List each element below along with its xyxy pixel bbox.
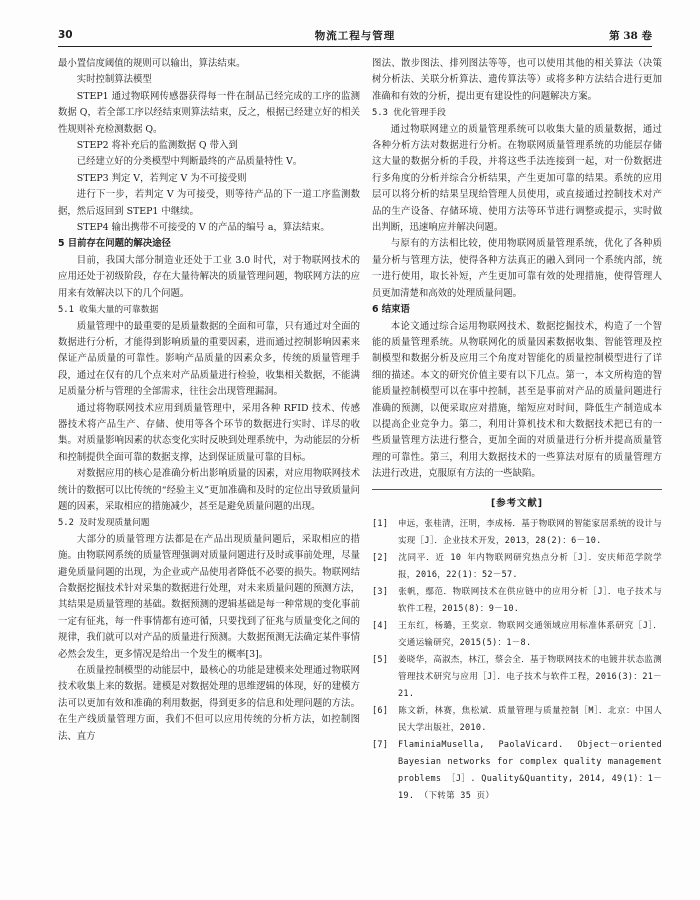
page-header xyxy=(58,26,652,47)
paragraph: 最小置信度阈值的规则可以输出，算法结束。 xyxy=(58,58,246,69)
algorithm-step: STEP4 输出携带不可接受的 V 的产品的编号 a，算法结束。 xyxy=(76,222,330,234)
reference-text: 申远，张桂清，汪明，李成杨．基于物联网的智能家居系统的设计与实现［J］．企业技术开发，2013，28(2)：6－10. xyxy=(398,518,663,546)
reference-number: [3] xyxy=(372,586,389,597)
reference-text: FlaminiaMusella, PaolaVicard. Object－oriented Bayesian networks for complex quality management problems ［J］. Quality&Quantity, 2014, 49(1)：1－19. （下转第 35 页） xyxy=(398,739,662,801)
algorithm-step: 已经建立好的分类模型中判断最终的产品质量特性 V。 xyxy=(76,156,303,168)
reference-item xyxy=(372,652,662,703)
paragraph: 通过将物联网技术应用到质量管理中，采用各种 RFID 技术、传感器技术将产品生产、存储、使用等各个环节的数据进行实时、详尽的收集。对质量影响因素的状态变化实时反映到处理系统中，为动能层的分析和控制提供全面可靠的数据支撑，达到保证质量可靠的目标。 xyxy=(58,402,360,463)
reference-text: 张帆，鄢范．物联网技术在供应链中的应用分析［J］．电子技术与软件工程，2015(8)：9－10. xyxy=(398,586,662,614)
section-heading: 6 结束语 xyxy=(372,304,410,316)
paragraph: 大部分的质量管理方法都是在产品出现质量问题后，采取相应的措施。由物联网系统的质量管理强调对质量问题进行及时或事前处理，尽量避免质量问题的出现，为企业或产品使用者降低不必要的损失。物联网结合数据挖掘技术针对采集的数据进行处理，对未来质量问题的预测方法，其结果是质量管理的基础。数据预测的逻辑基础是每一种常规的变化事前一定有征兆，每一件事情都有迹可循，只要找到了征兆与质量变化之间的规律，我们就可以对产品的质量进行预测。大数据预测无法确定某件事情必然会发生，更多情况是给出一个发生的概率[3]。 xyxy=(58,533,360,660)
reference-text: 姜晓华，高淑杰，林江，蔡会全．基于物联网技术的电镀井状态监测管理技术研究与应用［J］．电子技术与软件工程，2016(3)：21－21. xyxy=(398,654,663,699)
section-heading: 5 目前存在问题的解决途径 xyxy=(58,238,171,250)
reference-number: [6] xyxy=(372,705,389,716)
algorithm-step: STEP2 将补充后的监测数据 Q 带入到 xyxy=(76,140,238,152)
reference-item xyxy=(372,584,662,618)
paragraph: 图法、散步图法、排列图法等等，也可以使用其他的相关算法（决策树分析法、关联分析算法、遗传算法等）或将多种方法结合进行更加准确和有效的分析，提出更有建设性的问题解决方案。 xyxy=(372,58,662,102)
algorithm-step: 进行下一步，若判定 V 为可接受，则等待产品的下一道工序监测数据，然后返回到 STEP1 中继续。 xyxy=(58,189,360,217)
paragraph: 质量管理中的最重要的是质量数据的全面和可靠，只有通过对全面的数据进行分析，才能得到影响质量的重要因素，进而通过控制影响因素来保证产品质量的可靠性。影响产品质量的因素众多，传统的质量管理手段，通过在仅有的几个点来对产品质量进行检验，收集相关数据，不能满足质量分析与管理的全部需求，往往会出现管理漏洞。 xyxy=(58,320,360,398)
right-column xyxy=(372,56,662,805)
reference-number: [1] xyxy=(372,518,389,529)
algorithm-step: STEP1 通过物联网传感器获得每一件在制品已经完成的工序的监测数据 Q，若全部工序以经结束则算法结束，反之，根据已经建立好的相关性规则补充检测数据 Q。 xyxy=(58,90,360,135)
volume-label: 第 38 卷 xyxy=(609,30,652,42)
page-number: 30 xyxy=(58,29,73,41)
references-heading: [参考文献] xyxy=(372,489,662,512)
reference-list xyxy=(372,516,662,805)
reference-text: 王东红，杨璐，王奖京．物联网交通领域应用标准体系研究［J］．交通运输研究，2015(5)：1－8. xyxy=(398,620,662,648)
algorithm-title: 实时控制算法模型 xyxy=(76,74,152,86)
reference-item xyxy=(372,618,662,652)
subsection-heading: 5.3 优化管理手段 xyxy=(372,108,446,119)
reference-item xyxy=(372,550,662,584)
reference-number: [4] xyxy=(372,620,389,631)
reference-item xyxy=(372,737,662,805)
paragraph: 本论文通过综合运用物联网技术、数据挖掘技术，构造了一个智能的质量管理系统。从物联网化的质量因素数据收集、智能管理及控制模型和数据分析及应用三个角度对智能化的质量控制模型进行了详细的描述。本文的研究价值主要有以下几点。第一，本文所构造的智能质量控制模型可以在事中控制，甚至是事前对产品的质量问题进行准确的预测，以便采取应对措施，缩短应对时间，降低生产制造成本以提高企业竞争力。第二，利用计算机技术和大数据技术把已有的一些质量管理方法进行整合，更加全面的对质量进行分析并提高质量管理的可靠性。第三，利用大数据技术的一些算法对原有的质量管理方法进行改进，克服原有方法的一些缺陷。 xyxy=(372,320,662,480)
subsection-heading: 5.2 及时发现质量问题 xyxy=(58,518,150,529)
reference-number: [2] xyxy=(372,552,389,563)
paragraph: 对数据应用的核心是准确分析出影响质量的因素，对应用物联网技术统计的数据可以比传统的“经验主义”更加准确和及时的定位出导致质量问题的因素，采取相应的措施减少，甚至是避免质量问题的出现。 xyxy=(58,468,360,512)
paragraph: 目前，我国大部分制造业还处于工业 3.0 时代，对于物联网技术的应用还处于初级阶段，存在大量待解决的质量管理问题，物联网方法的应用来有效解决以下的几个问题。 xyxy=(58,254,360,299)
paragraph: 通过物联网建立的质量管理系统可以收集大量的质量数据，通过各种分析方法对数据进行分析。在物联网质量管理系统的功能层存储这大量的数据分析的手段，并将这些手法连接到一起，对一份数据进行多角度的分析并综合分析结果，产生更加可靠的结果。系统的应用层可以将分析的结果呈现给管理人员使用，或直接通过控制技术对产品的生产设备、存储环境、使用方法等环节进行调整或提示，实时做出判断，迅速响应并解决问题。 xyxy=(372,123,662,234)
reference-text: 沈同平．近 10 年内物联网研究热点分析［J］．安庆师范学院学报，2016，22(1)：52－57. xyxy=(398,552,662,580)
journal-title: 物流工程与管理 xyxy=(314,30,396,42)
left-column xyxy=(58,56,360,745)
reference-text: 陈文新，林赛，焦松斌．质量管理与质量控制［M］．北京：中国人民大学出版社，2010. xyxy=(398,705,662,733)
algorithm-step: STEP3 判定 V，若判定 V 为不可接受则 xyxy=(76,172,247,184)
subsection-heading: 5.1 收集大量的可靠数据 xyxy=(58,305,159,316)
paragraph: 与原有的方法相比较，使用物联网质量管理系统，优化了各种质量分析与管理方法，使得各种方法真正的融入到同一个系统内部，统一进行使用，取长补短，产生更加可靠有效的处理措施，使得管理人员更加清楚和高效的处理质量问题。 xyxy=(372,238,662,299)
reference-item xyxy=(372,516,662,550)
reference-number: [7] xyxy=(372,739,389,750)
reference-item xyxy=(372,703,662,737)
reference-number: [5] xyxy=(372,654,389,665)
paragraph: 在质量控制模型的动能层中，最核心的功能是建模来处理通过物联网技术收集上来的数据。建模是对数据处理的思维逻辑的体现，好的建模方法可以更加有效和准确的利用数据，得到更多的信息和处理问题的方法。在生产线质量管理方面，我们不但可以应用传统的分析方法，如控制图法、直方 xyxy=(58,665,360,742)
